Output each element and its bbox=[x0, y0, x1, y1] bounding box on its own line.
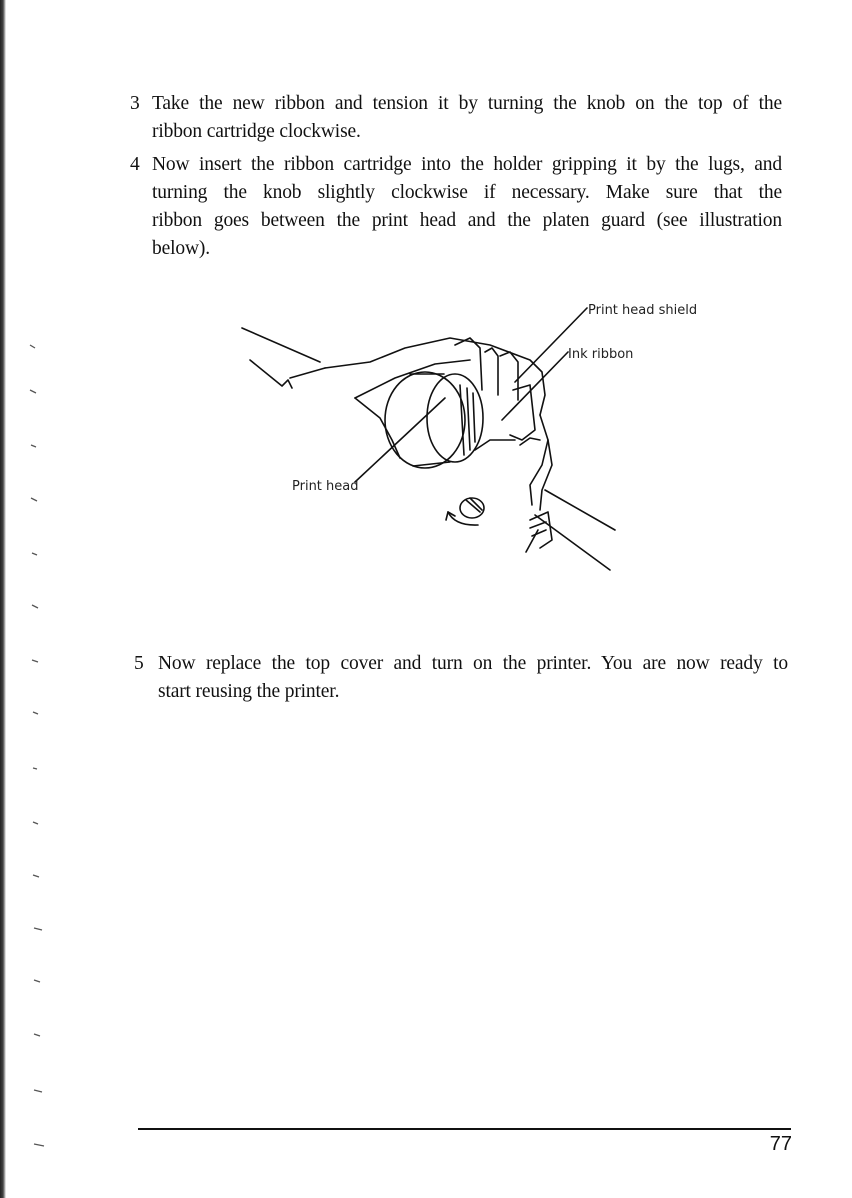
step-line: below). bbox=[152, 238, 210, 259]
step-text bbox=[152, 90, 782, 146]
label-print-head: Print head bbox=[292, 479, 359, 494]
step-line: ribbon cartridge clockwise. bbox=[152, 121, 361, 142]
step-line: Take the new ribbon and tension it by turning the knob on the top of the bbox=[152, 93, 782, 114]
scan-artifacts bbox=[0, 0, 70, 1198]
step-line: turning the knob slightly clockwise if necessary. Make sure that the bbox=[152, 182, 782, 203]
step-line: ribbon goes between the print head and the platen guard (see illustration bbox=[152, 210, 782, 231]
step-text bbox=[158, 650, 788, 706]
step-number: 5 bbox=[134, 653, 144, 674]
footer-rule bbox=[138, 1128, 791, 1130]
step-number: 3 bbox=[130, 93, 140, 114]
step-number: 4 bbox=[130, 154, 140, 175]
step-line: Now replace the top cover and turn on the printer. You are now ready to bbox=[158, 653, 788, 674]
step-text bbox=[152, 151, 782, 263]
step-line: start reusing the printer. bbox=[158, 681, 340, 702]
step-line: Now insert the ribbon cartridge into the holder gripping it by the lugs, and bbox=[152, 154, 782, 175]
label-ink-ribbon: Ink ribbon bbox=[568, 347, 634, 362]
label-print-head-shield: Print head shield bbox=[588, 303, 698, 318]
page-number: 77 bbox=[769, 1133, 792, 1155]
ribbon-cartridge-illustration bbox=[230, 290, 710, 590]
